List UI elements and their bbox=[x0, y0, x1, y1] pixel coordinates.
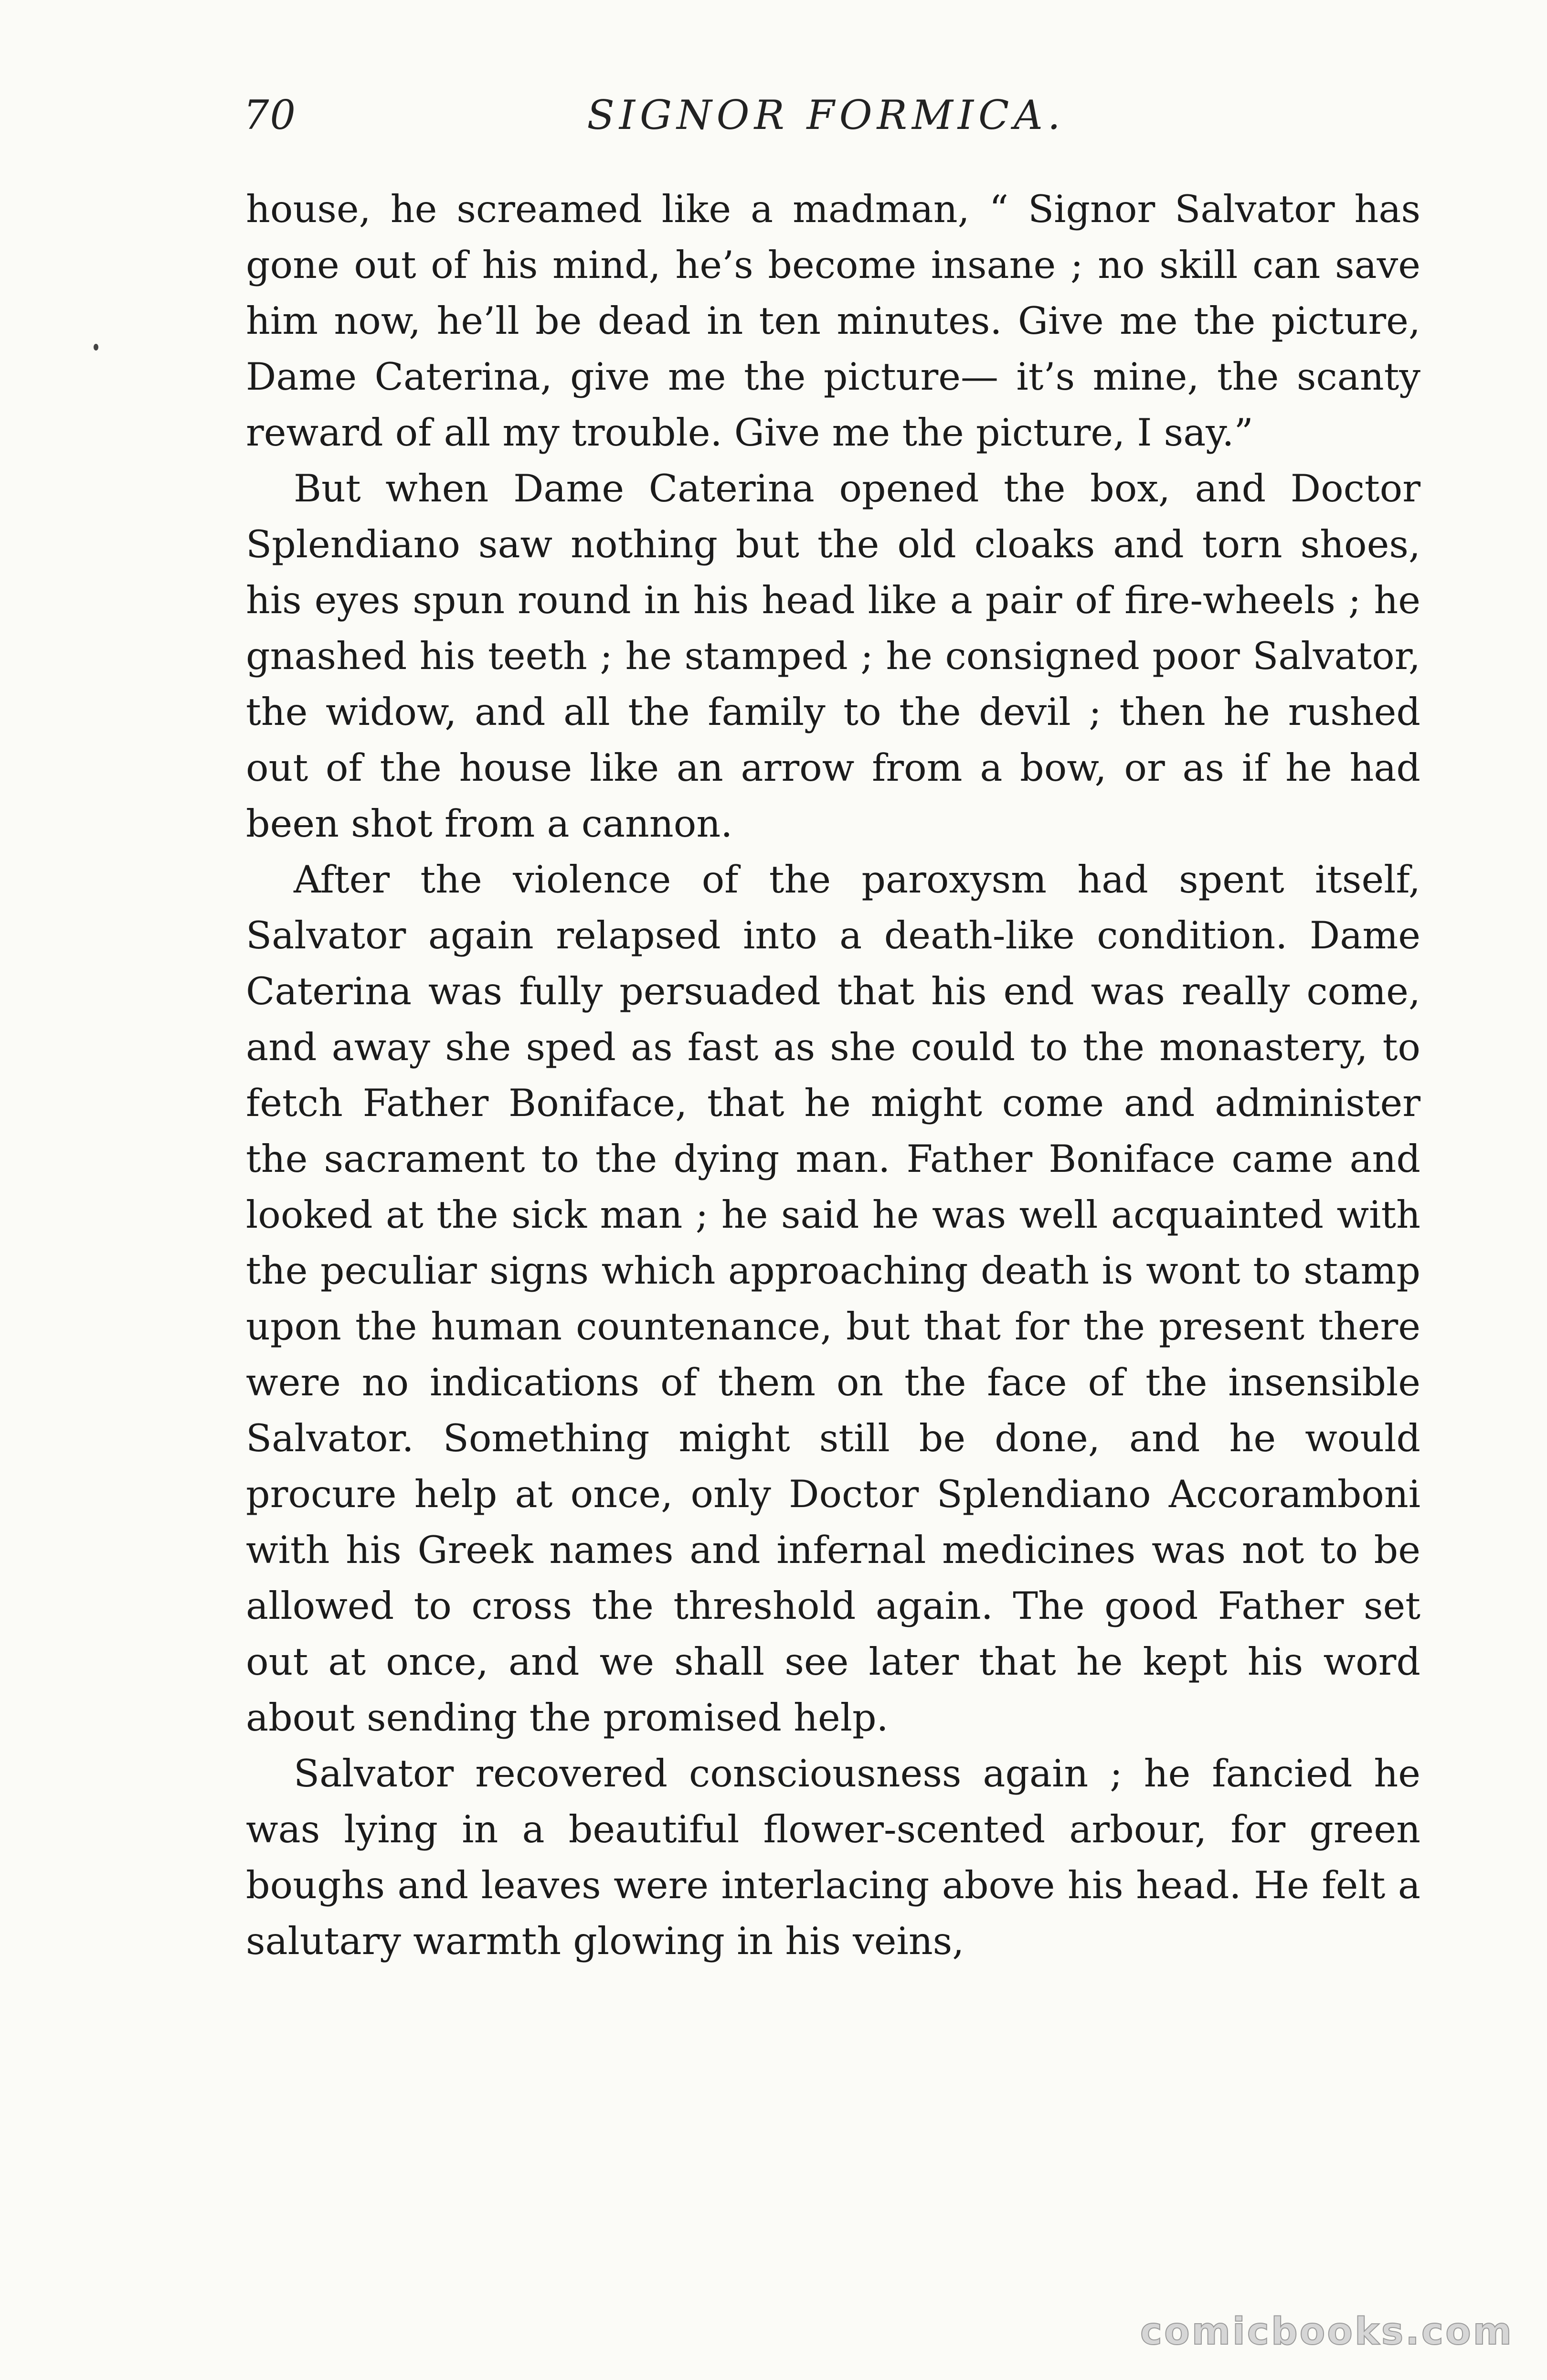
paragraph-2: But when Dame Caterina opened the box, and Doctor Splendiano saw nothing but the old cloaks and torn shoes, his eyes spun round in his head like a pair of fire-wheels ; he gnashed his teeth ; he stamped ; he consigned poor Salvator, the widow, and all the family to the devil ; then he rushed out of the house like an arrow from a bow, or as if he had been shot from a cannon. bbox=[246, 467, 1420, 846]
watermark: comicbooks.com bbox=[1140, 2310, 1514, 2353]
body-text bbox=[246, 181, 1420, 1969]
margin-speck bbox=[94, 344, 98, 351]
running-title: SIGNOR FORMICA. bbox=[587, 92, 1065, 138]
paragraph-1: house, he screamed like a madman, “ Signor Salvator has gone out of his mind, he’s become insane ; no skill can save him now, he’ll be dead in ten minutes. Give me the picture, Dame Caterina, give me the picture— it’s mine, the scanty reward of all my trouble. Give me the picture, I say.” bbox=[246, 187, 1420, 455]
paragraph-3: After the violence of the paroxysm had spent itself, Salvator again relapsed into a death-like condition. Dame Caterina was fully persuaded that his end was really come, and away she sped as fast as she could to the monastery, to fetch Father Boniface, that he might come and administer the sacrament to the dying man. Father Boniface came and looked at the sick man ; he said he was well acquainted with the peculiar signs which approaching death is wont to stamp upon the human countenance, but that for the present there were no indications of them on the face of the insensible Salvator. Something might still be done, and he would procure help at once, only Doctor Splendiano Accoramboni with his Greek names and infernal medicines was not to be allowed to cross the threshold again. The good Father set out at once, and we shall see later that he kept his word about sending the promised help. bbox=[246, 858, 1420, 1740]
page-number: 70 bbox=[244, 92, 297, 138]
running-head bbox=[244, 92, 1409, 144]
paragraph-4: Salvator recovered consciousness again ; he fancied he was lying in a beautiful flower-scented arbour, for green boughs and leaves were interlacing above his head. He felt a salutary warmth glowing in his veins, bbox=[246, 1752, 1420, 1963]
